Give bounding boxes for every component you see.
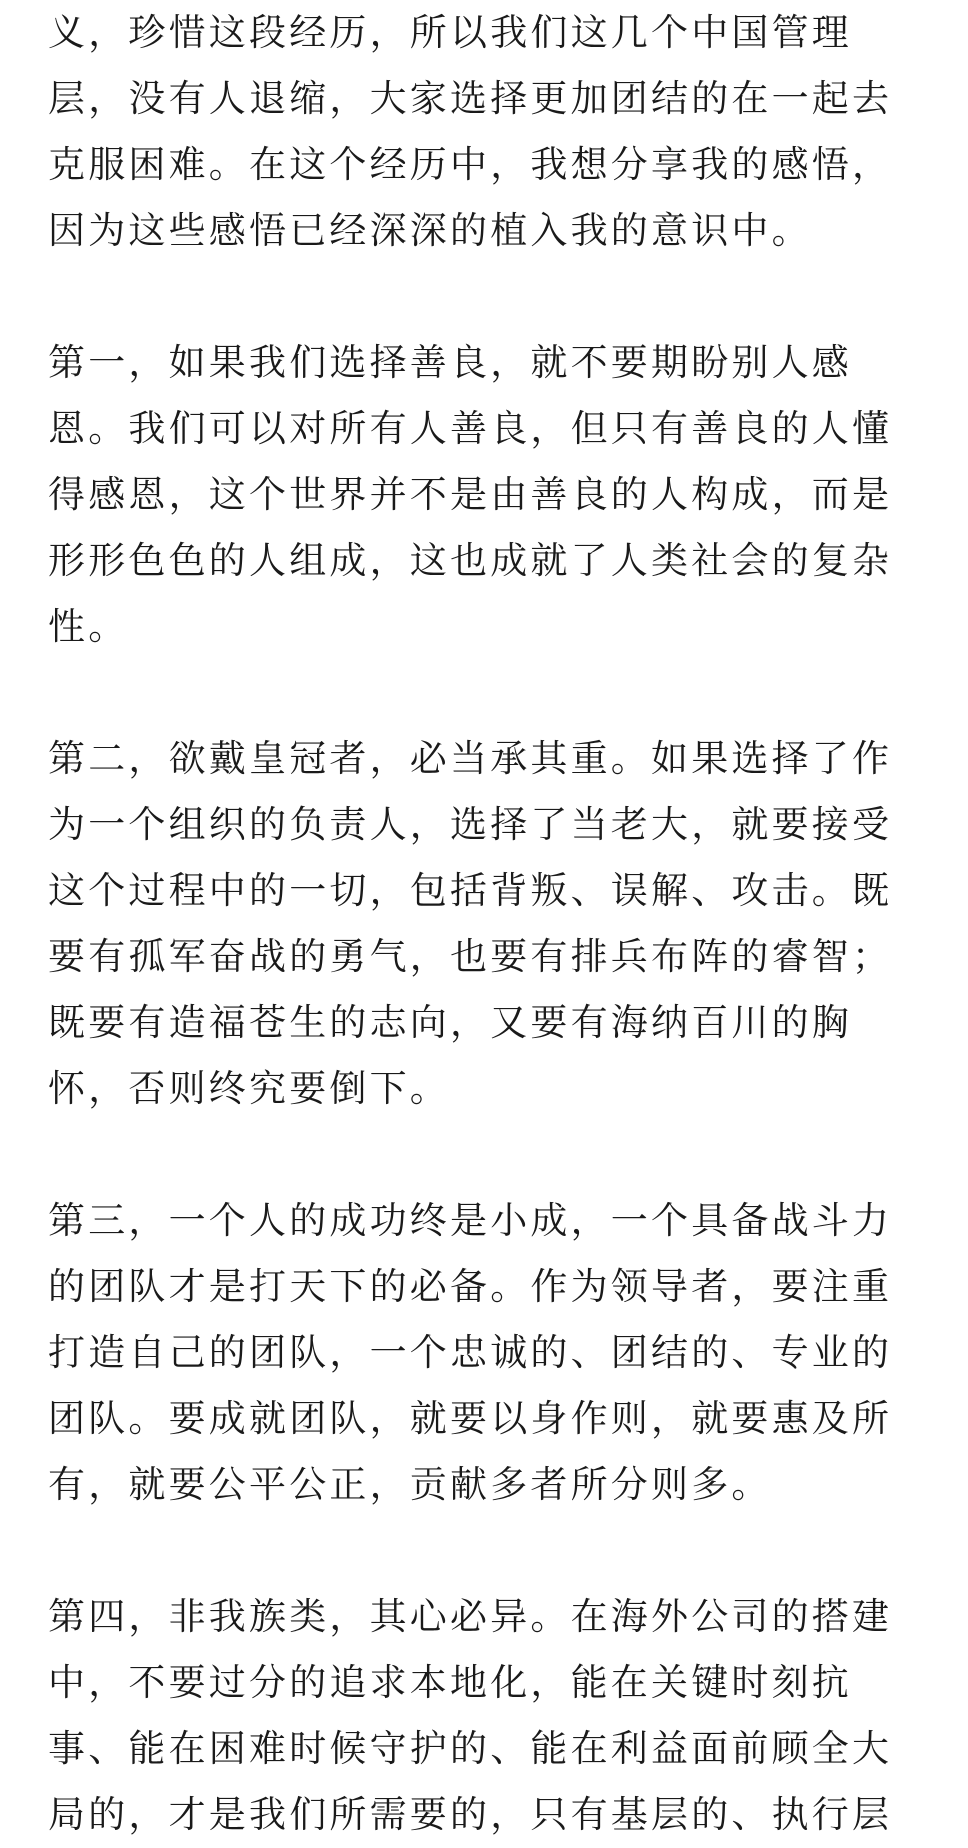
- paragraph-first: [48, 330, 920, 660]
- text-line: 第一，如果我们选择善良，就不要期盼别人感: [48, 341, 852, 384]
- text-line: 第四，非我族类，其心必异。在海外公司的搭建: [48, 1595, 893, 1638]
- text-line: 有，就要公平公正，贡献多者所分则多。: [48, 1463, 772, 1506]
- text-line: 恩。我们可以对所有人善良，但只有善良的人懂: [48, 407, 893, 450]
- text-line: 第三，一个人的成功终是小成，一个具备战斗力: [48, 1199, 893, 1242]
- paragraph-third: [48, 1188, 920, 1518]
- text-line: 中，不要过分的追求本地化，能在关键时刻抗: [48, 1661, 852, 1704]
- text-line: 义，珍惜这段经历，所以我们这几个中国管理: [48, 11, 852, 54]
- text-line: 事、能在困难时候守护的、能在利益面前顾全大: [48, 1727, 893, 1770]
- text-line: 形形色色的人组成，这也成就了人类社会的复杂: [48, 539, 893, 582]
- text-line: 局的，才是我们所需要的，只有基层的、执行层: [48, 1793, 893, 1836]
- text-line: 的团队才是打天下的必备。作为领导者，要注重: [48, 1265, 893, 1308]
- text-line: 第二，欲戴皇冠者，必当承其重。如果选择了作: [48, 737, 893, 780]
- text-line: 因为这些感悟已经深深的植入我的意识中。: [48, 209, 812, 252]
- text-line: 层，没有人退缩，大家选择更加团结的在一起去: [48, 77, 893, 120]
- text-line: 这个过程中的一切，包括背叛、误解、攻击。既: [48, 869, 893, 912]
- text-line: 团队。要成就团队，就要以身作则，就要惠及所: [48, 1397, 893, 1440]
- paragraph-second: [48, 726, 920, 1122]
- article-body: [48, 0, 920, 1848]
- text-line: 得感恩，这个世界并不是由善良的人构成，而是: [48, 473, 893, 516]
- text-line: 既要有造福苍生的志向，又要有海纳百川的胸: [48, 1001, 852, 1044]
- paragraph-spacer: [48, 660, 920, 726]
- paragraph-fourth: [48, 1584, 920, 1848]
- paragraph-spacer: [48, 1122, 920, 1188]
- text-line: 克服困难。在这个经历中，我想分享我的感悟，: [48, 143, 893, 186]
- paragraph-intro: [48, 0, 920, 264]
- text-line: 打造自己的团队，一个忠诚的、团结的、专业的: [48, 1331, 893, 1374]
- text-line: 性。: [48, 605, 129, 648]
- text-line: 怀，否则终究要倒下。: [48, 1067, 450, 1110]
- paragraph-spacer: [48, 264, 920, 330]
- text-line: 为一个组织的负责人，选择了当老大，就要接受: [48, 803, 893, 846]
- text-line: 要有孤军奋战的勇气，也要有排兵布阵的睿智；: [48, 935, 893, 978]
- paragraph-spacer: [48, 1518, 920, 1584]
